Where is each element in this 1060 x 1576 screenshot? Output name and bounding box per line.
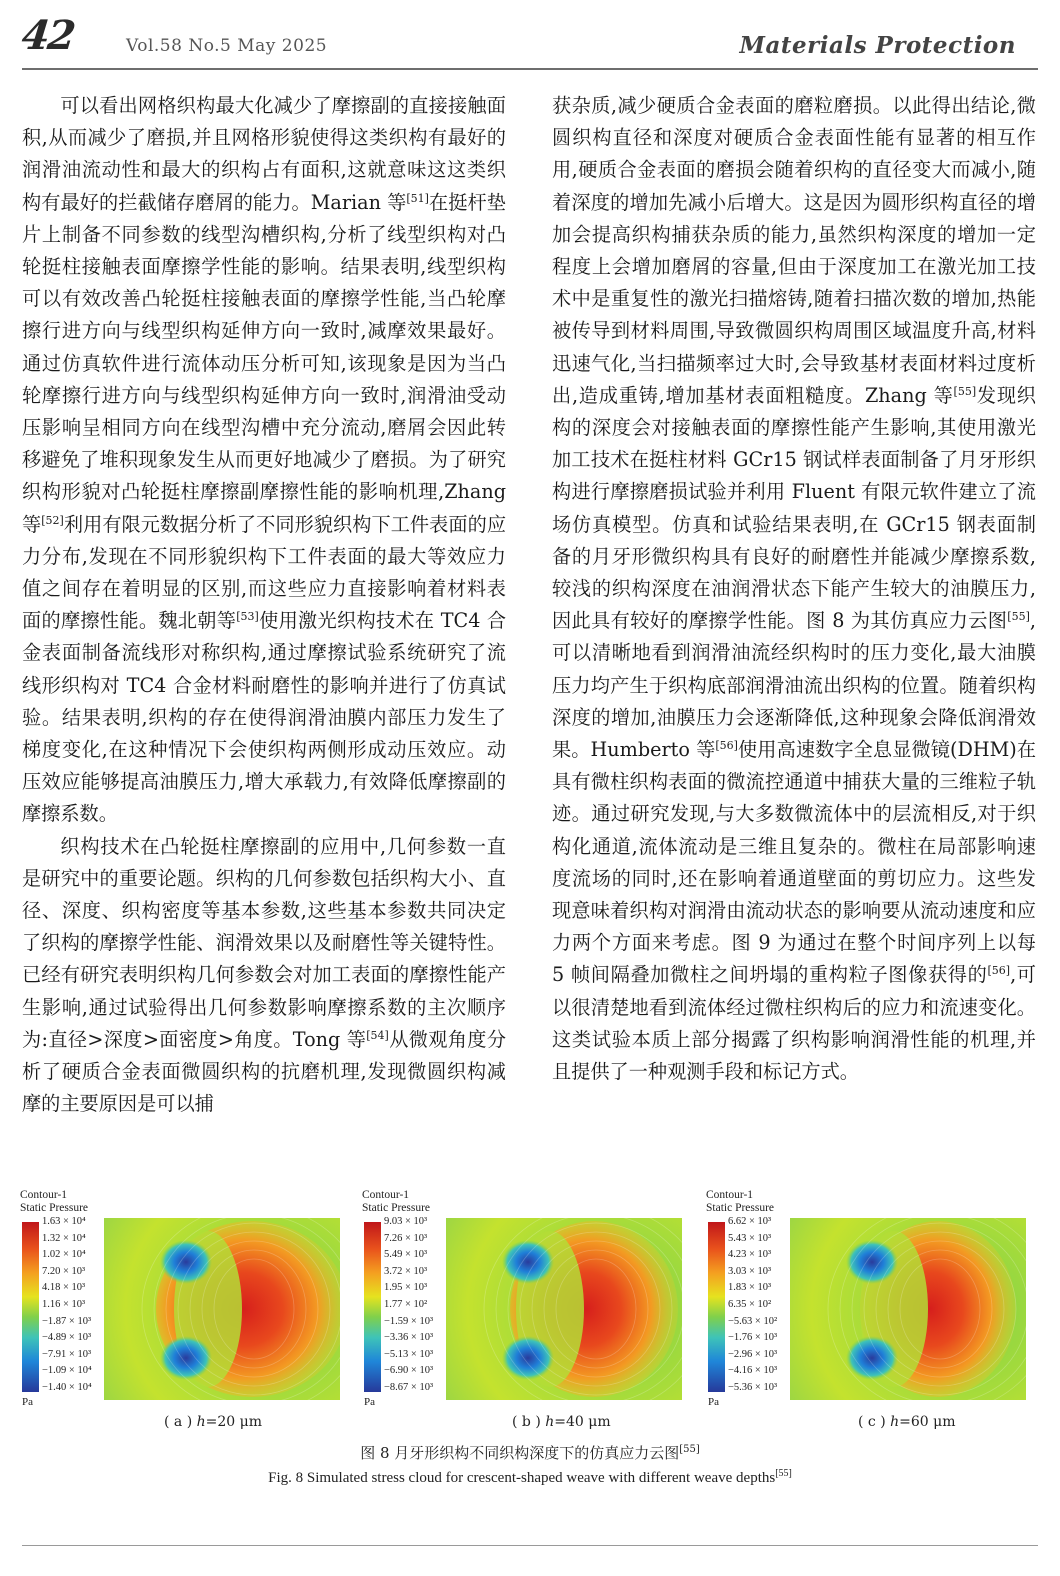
colorbar-tick-label: −2.96 × 10³ xyxy=(728,1348,778,1360)
colorbar-tick-label: −1.59 × 10³ xyxy=(384,1315,434,1327)
page-number: 42 xyxy=(19,12,77,59)
citation[interactable]: [55] xyxy=(1007,610,1030,624)
colorbar-tick-label: 3.03 × 10³ xyxy=(728,1265,772,1277)
colorbar-tick-label: −1.76 × 10³ xyxy=(728,1332,778,1344)
colorbar-ticks xyxy=(384,1214,446,1396)
colorbar-tick-label: 6.62 × 10³ xyxy=(728,1216,772,1227)
low-pressure-spot xyxy=(846,1240,898,1284)
colorbar-tick-label: −5.36 × 10³ xyxy=(728,1382,778,1393)
colorbar-tick-label: 1.63 × 10⁴ xyxy=(42,1216,86,1227)
citation[interactable]: [54] xyxy=(366,1028,389,1042)
low-pressure-spot xyxy=(160,1240,212,1284)
colorbar-tick-label: −4.89 × 10³ xyxy=(42,1332,92,1344)
contour-graphic xyxy=(104,1218,340,1400)
panel-caption: ( a ) h=20 μm xyxy=(164,1414,263,1430)
unit-label: Pa xyxy=(22,1396,33,1408)
colorbar-ticks xyxy=(42,1214,104,1396)
colorbar-ticks xyxy=(728,1214,790,1396)
contour-panel-a xyxy=(20,1188,356,1438)
colorbar-tick-label: 5.43 × 10³ xyxy=(728,1232,772,1244)
colorbar-tick-label: −5.13 × 10³ xyxy=(384,1348,434,1360)
pressure-contour-image xyxy=(104,1218,340,1400)
colorbar-tick-label: 5.49 × 10³ xyxy=(384,1249,428,1261)
colorbar-tick-label: 1.83 × 10³ xyxy=(728,1282,772,1294)
colorbar-tick-label: −7.91 × 10³ xyxy=(42,1348,92,1360)
colorbar-tick-label: 1.16 × 10³ xyxy=(42,1299,86,1310)
footer-rule xyxy=(22,1545,1038,1546)
unit-label: Pa xyxy=(708,1396,719,1408)
contour-label: Contour-1 Static Pressure xyxy=(362,1189,431,1214)
colorbar-tick-label: −3.36 × 10³ xyxy=(384,1332,434,1344)
volume-info: Vol.58 No.5 May 2025 xyxy=(126,36,328,56)
colorbar-tick-label: 6.35 × 10² xyxy=(728,1299,772,1310)
colorbar-tick-label: −5.63 × 10² xyxy=(728,1315,778,1327)
colorbar xyxy=(708,1222,725,1392)
paragraph: 织构技术在凸轮挺柱摩擦副的应用中,几何参数一直是研究中的重要论题。织构的几何参数包括织构大小、直径、深度、织构密度等基本参数,这些基本参数共同决定了织构的摩擦学性能、润滑效果以及耐磨性等关键特性。已经有研究表明织构几何参数会对加工表面的摩擦性能产生影响,通过试验得出几何参数影响摩擦系数的主次顺序为:直径>深度>面密度>角度。Tong 等[54]从微观角度分析了硬质合金表面微圆织构的抗磨机理,发现微圆织构减摩的主要原因是可以捕 xyxy=(22,834,507,1116)
page-header xyxy=(19,12,1038,70)
unit-label: Pa xyxy=(364,1396,375,1408)
citation[interactable]: [51] xyxy=(406,191,429,205)
low-pressure-spot xyxy=(846,1336,898,1380)
colorbar-tick-label: −1.40 × 10⁴ xyxy=(42,1382,92,1393)
journal-name: Materials Protection xyxy=(739,32,1016,59)
colorbar-tick-label: 1.02 × 10⁴ xyxy=(42,1249,86,1261)
colorbar-tick-label: −4.16 × 10³ xyxy=(728,1365,778,1377)
panel-caption: ( b ) h=40 μm xyxy=(512,1414,611,1430)
low-pressure-spot xyxy=(160,1336,212,1380)
left-column xyxy=(22,90,506,1121)
colorbar-tick-label: 1.77 × 10² xyxy=(384,1299,428,1310)
colorbar-tick-label: 7.26 × 10³ xyxy=(384,1232,428,1244)
pressure-contour-image xyxy=(446,1218,682,1400)
colorbar-tick-label: −1.09 × 10⁴ xyxy=(42,1365,92,1377)
panel-caption: ( c ) h=60 μm xyxy=(858,1414,956,1430)
pressure-contour-image xyxy=(790,1218,1026,1400)
citation[interactable]: [55] xyxy=(953,384,977,398)
colorbar-tick-label: −8.67 × 10³ xyxy=(384,1382,434,1393)
figure-caption-en: Fig. 8 Simulated stress cloud for crescent-shaped weave with different weave depths[55] xyxy=(268,1468,792,1486)
contour-graphic xyxy=(446,1218,682,1400)
colorbar-tick-label: 1.32 × 10⁴ xyxy=(42,1232,86,1244)
citation[interactable]: [56] xyxy=(715,739,738,753)
colorbar-tick-label: 3.72 × 10³ xyxy=(384,1265,428,1277)
paragraph: 可以看出网格织构最大化减少了摩擦副的直接接触面积,从而减少了磨损,并且网格形貌使得这类织构有最好的润滑油流动性和最大的织构占有面积,这就意味这这类织构有最好的拦截储存磨屑的能力。Marian 等[51]在挺杆垫片上制备不同参数的线型沟槽织构,分析了线型织构对凸轮挺柱接触表面摩擦学性能的影响。结果表明,线型织构可以有效改善凸轮挺柱接触表面的摩擦学性能,当凸轮摩擦行进方向与线型织构延伸方向一致时,减摩效果最好。通过仿真软件进行流体动压分析可知,该现象是因为当凸轮摩擦行进方向与线型织构延伸方向一致时,润滑油受动压影响呈相同方向在线型沟槽中充分流动,磨屑会因此转移避免了堆积现象发生从而更好地减少了磨损。为了研究织构形貌对凸轮挺柱摩擦副摩擦性能的影响机理,Zhang 等[52]利用有限元数据分析了不同形貌织构下工件表面的应力分布,发现在不同形貌织构下工件表面的最大等效应力值之间存在着明显的区别,而这些应力直接影响着材料表面的摩擦性能。魏北朝等[53]使用激光织构技术在 TC4 合金表面制备流线形对称织构,通过摩擦试验系统研究了流线形织构对 TC4 合金材料耐磨性的影响并进行了仿真试验。结果表明,织构的存在使得润滑油膜内部压力发生了梯度变化,在这种情况下会使织构两侧形成动压效应。动压效应能够提高油膜压力,增大承载力,有效降低摩擦副的摩擦系数。 xyxy=(22,94,507,826)
paragraph: 获杂质,减少硬质合金表面的磨粒磨损。以此得出结论,微圆织构直径和深度对硬质合金表面性能有显著的相互作用,硬质合金表面的磨损会随着织构的直径变大而减小,随着深度的增加先减小后增大。这是因为圆形织构直径的增加会提高织构捕获杂质的能力,虽然织构深度的增加一定程度上会增加磨屑的容量,但由于深度加工在激光加工技术中是重复性的激光扫描熔铸,随着扫描次数的增加,热能被传导到材料周围,导致微圆织构周围区域温度升高,材料迅速气化,当扫描频率过大时,会导致基材表面材料过度析出,造成重铸,增加基材表面粗糙度。Zhang 等[55]发现织构的深度会对接触表面的摩擦性能产生影响,其使用激光加工技术在挺柱材料 GCr15 钢试样表面制备了月牙形织构进行摩擦磨损试验并利用 Fluent 有限元软件建立了流场仿真模型。仿真和试验结果表明,在 GCr15 钢表面制备的月牙形微织构具有良好的耐磨性并能减少摩擦系数,较浅的织构深度在油润滑状态下能产生较大的油膜压力,因此具有较好的摩擦学性能。图 8 为其仿真应力云图[55],可以清晰地看到润滑油流经织构时的压力变化,最大油膜压力均产生于织构底部润滑油流出织构的位置。随着织构深度的增加,油膜压力会逐渐降低,这种现象会降低润滑效果。Humberto 等[56]使用高速数字全息显微镜(DHM)在具有微柱织构表面的微流控通道中捕获大量的三维粒子轨迹。通过研究发现,与大多数微流体中的层流相反,对于织构化通道,流体流动是三维且复杂的。微柱在局部影响速度流场的同时,还在影响着通道壁面的剪切应力。这些发现意味着织构对润滑由流动状态的影响要从流动速度和应力两个方面来考虑。图 9 为通过在整个时间序列上以每 5 帧间隔叠加微柱之间坍塌的重构粒子图像获得的[56],可以很清楚地看到流体经过微柱织构后的应力和流速变化。这类试验本质上部分揭露了织构影响润滑性能的机理,并且提供了一种观测手段和标记方式。 xyxy=(552,94,1037,1084)
colorbar-tick-label: 4.23 × 10³ xyxy=(728,1249,772,1261)
low-pressure-spot xyxy=(502,1336,554,1380)
colorbar-tick-label: 4.18 × 10³ xyxy=(42,1282,86,1294)
contour-label: Contour-1 Static Pressure xyxy=(706,1189,775,1214)
colorbar xyxy=(364,1222,381,1392)
contour-graphic xyxy=(790,1218,1026,1400)
contour-label: Contour-1 Static Pressure xyxy=(20,1189,89,1214)
low-pressure-spot xyxy=(502,1240,554,1284)
contour-panel-c xyxy=(706,1188,1042,1438)
colorbar-tick-label: −6.90 × 10³ xyxy=(384,1365,434,1377)
contour-panel-b xyxy=(362,1188,698,1438)
colorbar-tick-label: 1.95 × 10³ xyxy=(384,1282,428,1294)
right-column xyxy=(552,90,1036,1088)
colorbar-tick-label: −1.87 × 10³ xyxy=(42,1315,92,1327)
citation[interactable]: [53] xyxy=(236,610,259,624)
colorbar-tick-label: 7.20 × 10³ xyxy=(42,1265,86,1277)
figure-8 xyxy=(0,1188,1060,1518)
citation[interactable]: [52] xyxy=(41,513,64,527)
header-rule xyxy=(22,68,1038,70)
citation[interactable]: [56] xyxy=(987,964,1011,978)
figure-caption-zh: 图 8 月牙形织构不同织构深度下的仿真应力云图[55] xyxy=(360,1444,700,1462)
colorbar-tick-label: 9.03 × 10³ xyxy=(384,1216,428,1227)
colorbar xyxy=(22,1222,39,1392)
